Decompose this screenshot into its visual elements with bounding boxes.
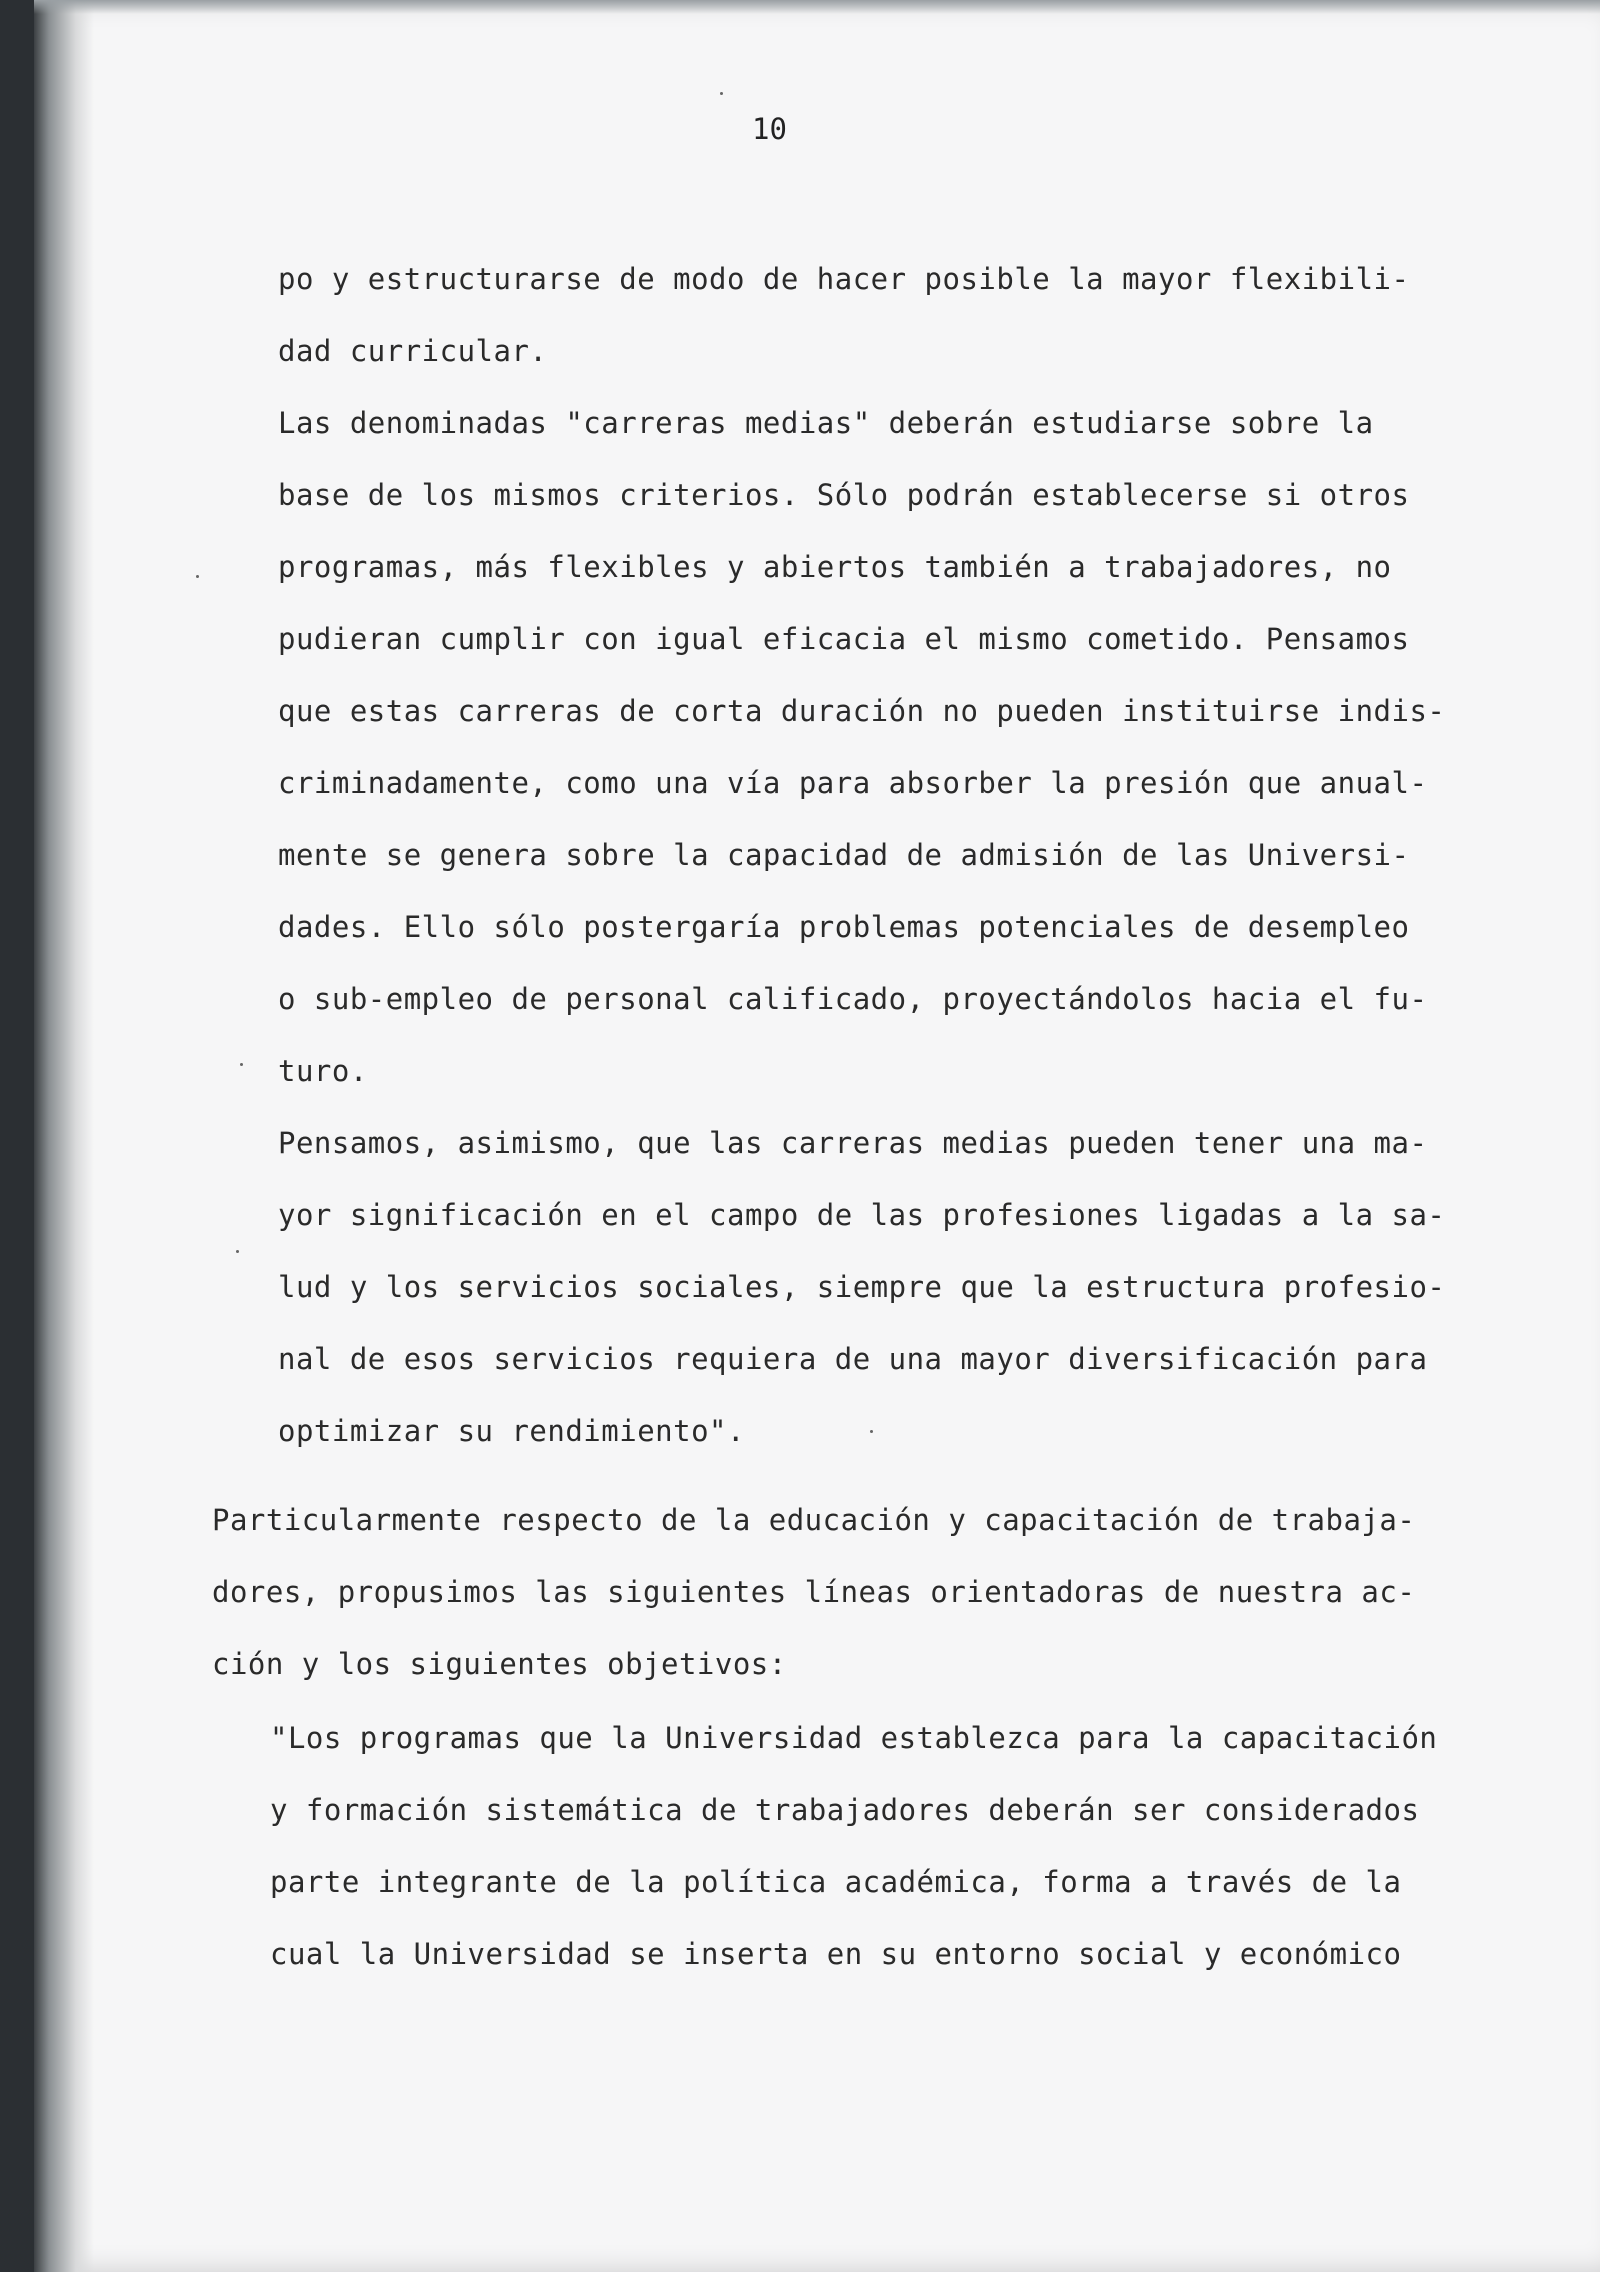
text-line: Particularmente respecto de la educación y capacitación de trabaja- [212, 1503, 1416, 1537]
quote-block-2 [270, 1702, 1437, 1990]
text-line: po y estructurarse de modo de hacer posible la mayor flexibili- [278, 262, 1410, 296]
text-line: turo. [278, 1054, 368, 1088]
text-line: optimizar su rendimiento". [278, 1414, 745, 1448]
text-line: mente se genera sobre la capacidad de admisión de las Universi- [278, 838, 1410, 872]
text-line: pudieran cumplir con igual eficacia el mismo cometido. Pensamos [278, 622, 1410, 656]
text-line: programas, más flexibles y abiertos también a trabajadores, no [278, 550, 1392, 584]
text-line: o sub-empleo de personal calificado, proyectándolos hacia el fu- [278, 982, 1428, 1016]
text-line: lud y los servicios sociales, siempre que la estructura profesio- [278, 1270, 1446, 1304]
page-binding-shadow [34, 0, 94, 2272]
text-line: dores, propusimos las siguientes líneas orientadoras de nuestra ac- [212, 1575, 1416, 1609]
paper-speck [236, 1250, 239, 1253]
text-line: ción y los siguientes objetivos: [212, 1647, 787, 1681]
text-line: nal de esos servicios requiera de una mayor diversificación para [278, 1342, 1428, 1376]
paper-speck [196, 575, 199, 578]
text-line: yor significación en el campo de las profesiones ligadas a la sa- [278, 1198, 1446, 1232]
text-line: dades. Ello sólo postergaría problemas potenciales de desempleo [278, 910, 1410, 944]
text-line: "Los programas que la Universidad establezca para la capacitación [270, 1721, 1438, 1755]
main-paragraph [212, 1484, 1415, 1700]
text-line: y formación sistemática de trabajadores deberán ser considerados [270, 1793, 1420, 1827]
text-line: que estas carreras de corta duración no pueden instituirse indis- [278, 694, 1446, 728]
paper-speck [720, 92, 723, 95]
text-line: Las denominadas "carreras medias" deberán estudiarse sobre la [278, 406, 1374, 440]
text-line: criminadamente, como una vía para absorber la presión que anual- [278, 766, 1428, 800]
page-top-shadow [34, 0, 1600, 14]
paper-speck [240, 1063, 243, 1066]
text-line: Pensamos, asimismo, que las carreras medias pueden tener una ma- [278, 1126, 1428, 1160]
text-line: parte integrante de la política académica, forma a través de la [270, 1865, 1402, 1899]
text-line: base de los mismos criterios. Sólo podrán establecerse si otros [278, 478, 1410, 512]
text-line: dad curricular. [278, 334, 548, 368]
quote-block-1 [278, 243, 1445, 1467]
page-number: 10 [752, 112, 787, 146]
text-line: cual la Universidad se inserta en su entorno social y económico [270, 1937, 1402, 1971]
